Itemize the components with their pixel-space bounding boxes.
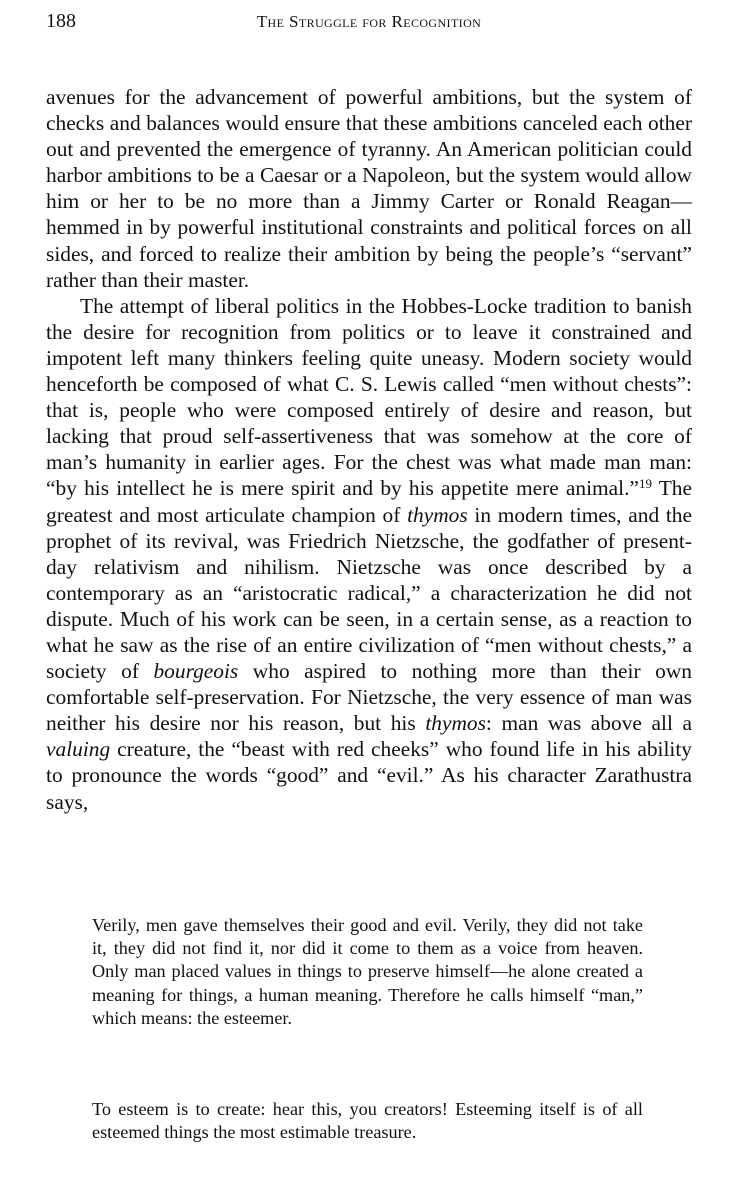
text-run: The greatest and most articulate champion of: [46, 476, 692, 527]
block-quote-text: Verily, men gave themselves their good and evil. Verily, they did not take it, they did not find it, nor did it come to them as a voice from heaven. Only man placed values in things to preserve himself—he alone created a meaning for things, a human meaning. Therefore he calls himself “man,” which means: the esteemer.: [92, 915, 643, 1028]
running-title: The Struggle for Recognition: [256, 12, 482, 31]
running-header: [46, 10, 692, 36]
body-text: [46, 84, 692, 815]
text-run: in modern times, and the prophet of its revival, was Friedrich Nietzsche, the godfather of present-day relativism and nihilism. Nietzsche was once described by a contemporary as an “aristocratic radical,” a characterization he did not dispute. Much of his work can be seen, in a certain sense, as a reaction to what he saw as the rise of an entire civilization of “men without chests,” a society of: [46, 502, 692, 684]
italic-term: valuing: [46, 737, 111, 762]
text-run: who aspired to nothing more than their own comfortable self-preservation. For Nietzsche, the very essence of man was neither his desire nor his reason, but his: [46, 659, 692, 736]
italic-term: thymos: [425, 711, 486, 736]
text-run: The attempt of liberal politics in the Hobbes-Locke tradition to banish the desire for recognition from politics or to leave it constrained and impotent left many thinkers feeling quite uneasy. Modern society would henceforth be composed of what C. S. Lewis called “men without chests”: that is, people who were composed entirely of desire and reason, but lacking that proud self-assertiveness that was somehow at the core of man’s humanity in earlier ages. For the chest was what made man man: “by his intellect he is mere spirit and by his appetite mere animal.”: [46, 293, 692, 501]
page-number: 188: [46, 10, 76, 32]
italic-term: thymos: [407, 502, 468, 527]
footnote-marker: 19: [638, 476, 652, 492]
block-quote-1: [92, 914, 643, 1030]
text-run: creature, the “beast with red cheeks” who found life in his ability to pronounce the words “good” and “evil.” As his character Zarathustra says,: [46, 737, 692, 814]
paragraph-2: [46, 293, 692, 815]
italic-term: bourgeois: [153, 659, 239, 684]
block-quote-text: To esteem is to create: hear this, you creators! Esteeming itself is of all esteemed things the most estimable treasure.: [92, 1099, 643, 1143]
text-run: avenues for the advancement of powerful ambitions, but the system of checks and balances would ensure that these ambitions canceled each other out and prevented the emergence of tyranny. An American politician could harbor ambitions to be a Caesar or a Napoleon, but the system would allow him or her to be no more than a Jimmy Carter or Ronald Reagan—hemmed in by powerful institutional constraints and political forces on all sides, and forced to realize their ambition by being the people’s “servant” rather than their master.: [46, 85, 692, 292]
paragraph-1: [46, 84, 692, 293]
text-run: : man was above all a: [485, 711, 692, 736]
block-quote-2: [92, 1098, 643, 1144]
